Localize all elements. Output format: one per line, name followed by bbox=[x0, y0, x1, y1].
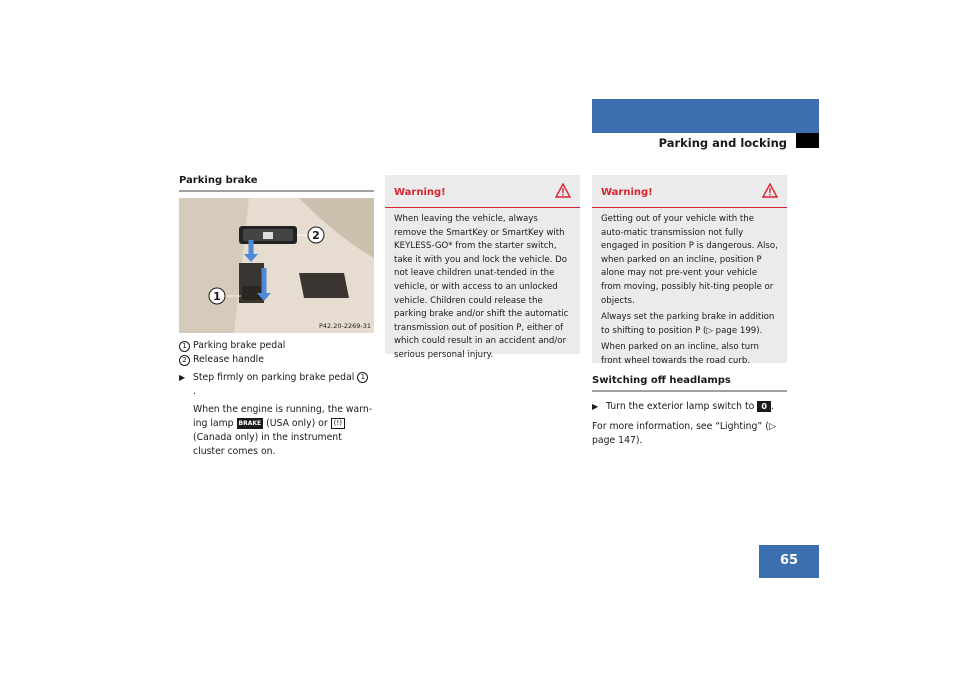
warning-triangle-icon bbox=[762, 183, 778, 198]
bullet-arrow-icon: ▶ bbox=[592, 402, 599, 411]
parking-brake-figure bbox=[179, 198, 374, 333]
step-text: Turn the exterior lamp switch to 0 . bbox=[606, 401, 774, 412]
warning-body bbox=[592, 208, 787, 378]
warning-title: Warning! bbox=[601, 187, 653, 198]
headlamps-heading: Switching off headlamps bbox=[592, 375, 787, 392]
subsection-title: Parking and locking bbox=[658, 136, 787, 150]
warning-box-2 bbox=[592, 175, 787, 366]
svg-text:2: 2 bbox=[312, 229, 320, 242]
note-text: (USA only) or bbox=[266, 418, 328, 429]
headlamps-info: For more information, see “Lighting” (▷ page 147). bbox=[592, 421, 776, 446]
warning-text: When leaving the vehicle, always remove the SmartKey or SmartKey with KEYLESS-GO* from the starter switch, take it with you and lock the vehicle. Do not leave children unat-tended in the vehicle, or with access to an unlocked vehicle. Children could release the parking brake and/or shift the automatic transmission out of position P, either of which could result in an accident and/or serious personal injury. bbox=[394, 214, 569, 360]
note-text: When the engine is running, the warn-ing lamp bbox=[193, 404, 373, 429]
headlamps-section bbox=[592, 375, 787, 448]
legend-label: Release handle bbox=[193, 354, 264, 365]
note-text: (Canada only) in the instrument cluster comes on. bbox=[193, 432, 342, 457]
brake-lamp-icon: BRAKE bbox=[238, 420, 262, 427]
warning-header bbox=[592, 175, 787, 208]
warning-body bbox=[385, 208, 580, 372]
step-item bbox=[592, 400, 787, 414]
lamp-switch-off-icon: 0 bbox=[757, 401, 771, 412]
legend-item bbox=[179, 339, 374, 353]
brake-lamp-note bbox=[179, 403, 374, 459]
page-number-box bbox=[759, 545, 819, 578]
figure-code: P42.20-2269-31 bbox=[318, 322, 371, 330]
parking-brake-section bbox=[179, 175, 374, 459]
step-instruction: Step firmly on parking brake pedal bbox=[193, 372, 355, 383]
warning-text: When parked on an incline, also turn front wheel towards the road curb. bbox=[601, 342, 759, 366]
step-text: Step firmly on parking brake pedal 1. bbox=[193, 371, 374, 399]
warning-header bbox=[385, 175, 580, 208]
header-banner bbox=[592, 99, 819, 133]
callout-number: 1 bbox=[357, 372, 368, 383]
svg-text:1: 1 bbox=[213, 290, 221, 303]
warning-title: Warning! bbox=[394, 187, 446, 198]
bullet-arrow-icon: ▶ bbox=[179, 373, 186, 382]
warning-text: Always set the parking brake in addition to shifting to position P (▷ page 199). bbox=[601, 312, 775, 336]
parking-brake-heading: Parking brake bbox=[179, 175, 374, 192]
header-marker bbox=[796, 133, 819, 148]
warning-triangle-icon bbox=[555, 183, 571, 198]
callout-number: 1 bbox=[179, 341, 190, 352]
step-item bbox=[179, 371, 374, 399]
canada-brake-lamp-icon: (!) bbox=[331, 418, 345, 429]
page-number: 65 bbox=[779, 553, 799, 568]
figure-legend bbox=[179, 339, 374, 367]
warning-box-1 bbox=[385, 175, 580, 360]
legend-item bbox=[179, 353, 374, 367]
step-instruction: Turn the exterior lamp switch to bbox=[606, 401, 755, 412]
callout-number: 2 bbox=[179, 355, 190, 366]
legend-label: Parking brake pedal bbox=[193, 340, 286, 351]
section-title: Getting started bbox=[825, 113, 928, 127]
parking-brake-illustration bbox=[179, 198, 374, 333]
warning-text: Getting out of your vehicle with the auto-matic transmission not fully engaged in position P is dangerous. Also, when parked on an incline, position P alone may not pre-vent your vehicle from moving, possibly hit-ting people or objects. bbox=[601, 214, 778, 306]
